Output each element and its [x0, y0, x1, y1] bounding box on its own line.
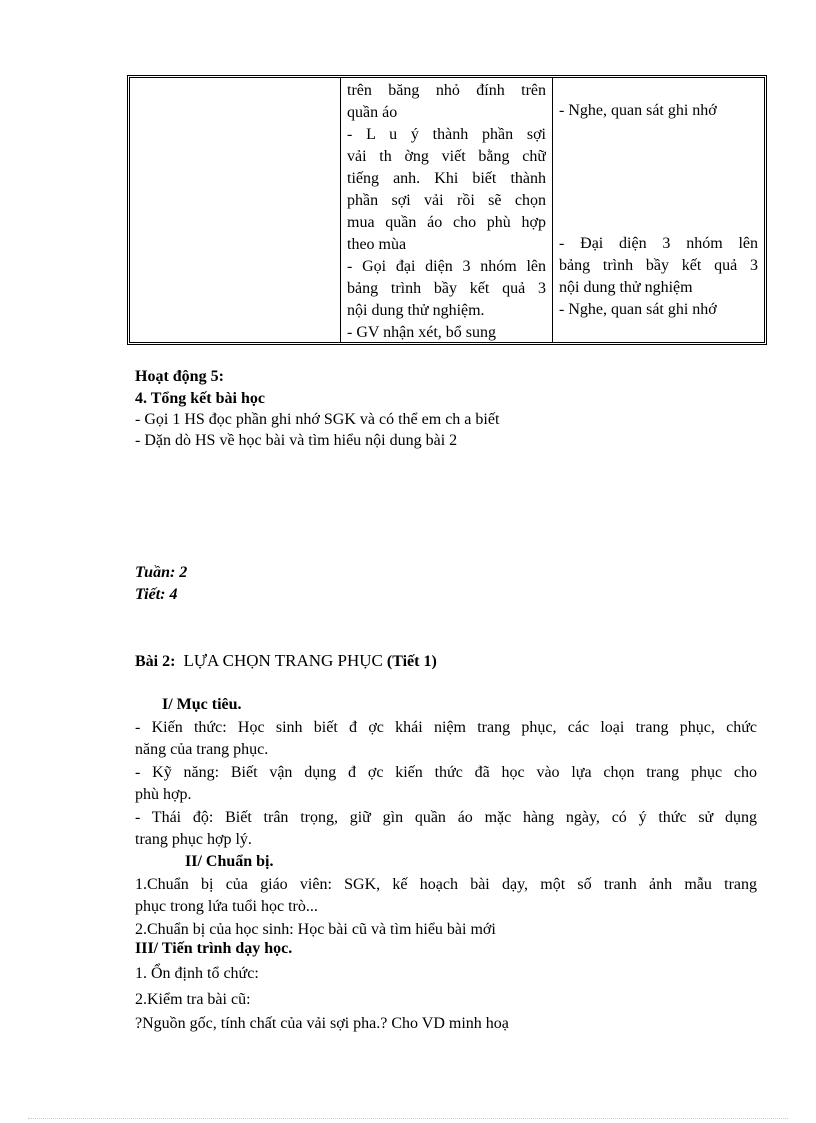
table-col-empty — [130, 78, 341, 342]
table-group — [559, 233, 758, 321]
lesson-suffix: (Tiết 1) — [386, 653, 437, 670]
table-line: trên băng nhỏ đính trên — [347, 82, 546, 99]
preparation-heading: II/ Chuẩn bị. — [185, 853, 274, 870]
table-line: quần áo — [347, 104, 398, 121]
table-line: - Nghe, quan sát ghi nhớ — [559, 102, 717, 119]
objectives-line: - Kiến thức: Học sinh biết đ ợc khái niệm trang phục, các loại trang phục, chức — [135, 718, 757, 736]
procedure-heading: III/ Tiến trình dạy học. — [135, 940, 293, 957]
objectives-line: trang phục hợp lý. — [135, 831, 252, 848]
activity-subheading: 4. Tổng kết bài học — [135, 389, 265, 407]
preparation-line: 1.Chuẩn bị của giáo viên: SGK, kế hoạch bài dạy, một số tranh ảnh mẫu trang — [135, 875, 757, 893]
meta-info — [135, 562, 757, 606]
procedure-section — [135, 938, 757, 1035]
lesson-title — [135, 650, 757, 674]
lesson-label: Bài 2: — [135, 653, 176, 670]
table-line: bảng trình bầy kết quả 3 — [559, 257, 758, 274]
table-line: theo mùa — [347, 236, 407, 253]
activity-item: - Gọi 1 HS đọc phần ghi nhớ SGK và có thể em ch a biết — [135, 410, 500, 428]
procedure-step: 1. Ổn định tổ chức: — [135, 964, 259, 982]
table-line: - L u ý thành phần sợi — [347, 126, 546, 143]
table-line: - Nghe, quan sát ghi nhớ — [559, 301, 717, 318]
week-label: Tuần: 2 — [135, 564, 188, 581]
objectives-line: - Kỹ năng: Biết vận dụng đ ợc kiến thức đã học vào lựa chọn trang phục cho — [135, 763, 757, 781]
activity-heading: Hoạt động 5: — [135, 368, 224, 385]
lesson-table — [127, 75, 767, 345]
table-line: mua quần áo cho phù hợp — [347, 214, 546, 231]
activity-section — [135, 366, 757, 451]
table-line: - Gọi đại diện 3 nhóm lên — [347, 258, 546, 275]
table-line: phần sợi vải rồi sẽ chọn — [347, 192, 546, 209]
procedure-step: 2.Kiểm tra bài cũ: — [135, 990, 251, 1008]
preparation-section — [135, 851, 757, 941]
objectives-line: năng của trang phục. — [135, 741, 269, 758]
page-bottom-border — [28, 1118, 788, 1119]
table-line: tiếng anh. Khi biết thành — [347, 170, 546, 187]
table-line: nội dung thử nghiệm. — [347, 302, 485, 319]
table-line: nội dung thử nghiệm — [559, 279, 693, 296]
table-line: bảng trình bầy kết quả 3 — [347, 280, 546, 297]
procedure-question: ?Nguồn gốc, tính chất của vải sợi pha.? Cho VD minh hoạ — [135, 1014, 509, 1032]
table-col-teacher — [341, 78, 553, 342]
objectives-section — [135, 694, 757, 852]
activity-item: - Dặn dò HS về học bài và tìm hiểu nội dung bài 2 — [135, 431, 458, 449]
period-label: Tiết: 4 — [135, 586, 178, 603]
table-line: - Đại diện 3 nhóm lên — [559, 235, 758, 252]
table-line: vải th ờng viết bằng chữ — [347, 148, 546, 165]
lesson-name: LỰA CHỌN TRANG PHỤC — [183, 651, 383, 670]
preparation-line: phục trong lứa tuổi học trò... — [135, 898, 318, 915]
table-line: - GV nhận xét, bổ sung — [347, 324, 497, 341]
preparation-line: 2.Chuẩn bị của học sinh: Học bài cũ và tìm hiểu bài mới — [135, 920, 496, 938]
objectives-heading: I/ Mục tiêu. — [162, 696, 242, 713]
objectives-line: - Thái độ: Biết trân trọng, giữ gìn quần áo mặc hàng ngày, có ý thức sử dụng — [135, 808, 757, 826]
table-col-student — [553, 78, 764, 342]
objectives-line: phù hợp. — [135, 786, 192, 803]
